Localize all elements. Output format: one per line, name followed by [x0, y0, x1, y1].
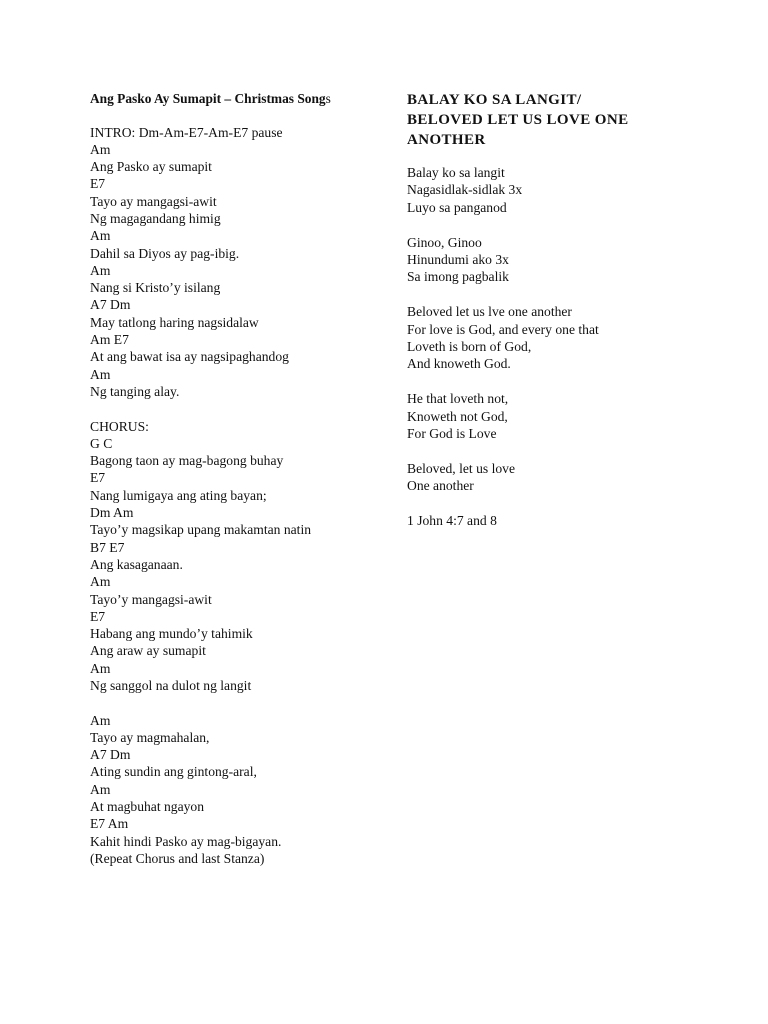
lyric-line: Am [90, 141, 111, 157]
right-song-title [407, 90, 707, 150]
lyric-line: Am [90, 574, 111, 590]
lyric-line: And knoweth God. [407, 356, 511, 372]
lyric-line: Ng magagandang himig [90, 210, 221, 226]
lyric-line: E7 [90, 176, 106, 192]
lyric-line: E7 [90, 608, 106, 624]
lyric-line: One another [407, 478, 474, 494]
lyric-line: Am [90, 228, 111, 244]
lyric-line: Am [90, 712, 111, 728]
lyric-line: Kahit hindi Pasko ay mag-bigayan. [90, 833, 282, 849]
lyric-line: At ang bawat isa ay nagsipaghandog [90, 349, 289, 365]
stanza [407, 512, 707, 529]
left-song-title-tail: s [325, 91, 331, 106]
lyric-line: Bagong taon ay mag-bagong buhay [90, 453, 284, 469]
lyric-line: Sa imong pagbalik [407, 269, 509, 285]
stanza [407, 460, 707, 495]
right-title-line: BALAY KO SA LANGIT/ [407, 92, 582, 108]
stanza [407, 234, 707, 286]
left-song-title [90, 90, 390, 108]
stanza-gap [407, 286, 707, 303]
lyric-line: For God is Love [407, 426, 497, 442]
stanza-gap [90, 694, 390, 711]
lyric-line: E7 Am [90, 816, 129, 832]
lyric-line: Balay ko sa langit [407, 165, 505, 180]
lyric-line: May tatlong haring nagsidalaw [90, 314, 259, 330]
lyric-line: Beloved let us lve one another [407, 304, 572, 320]
lyric-line: B7 E7 [90, 539, 125, 555]
stanza [407, 390, 707, 442]
lyric-line: Am E7 [90, 332, 129, 348]
lyric-line: Nang lumigaya ang ating bayan; [90, 487, 267, 503]
lyric-line: (Repeat Chorus and last Stanza) [90, 850, 265, 866]
lyric-line: A7 Dm [90, 747, 131, 763]
right-song-lyrics [407, 164, 707, 529]
stanza [90, 124, 390, 401]
stanza-gap [407, 442, 707, 459]
lyric-line: Am [90, 781, 111, 797]
lyric-line: Dm Am [90, 505, 134, 521]
lyric-line: E7 [90, 470, 106, 486]
right-title-line: ANOTHER [407, 132, 486, 148]
lyric-line: Tayo’y mangagsi-awit [90, 591, 212, 607]
lyric-line: INTRO: Dm-Am-E7-Am-E7 pause [90, 124, 283, 140]
lyric-line: Ang araw ay sumapit [90, 643, 206, 659]
left-song-lyrics [90, 124, 390, 868]
stanza [90, 712, 390, 868]
lyric-line: Knoweth not God, [407, 408, 508, 424]
lyric-line: A7 Dm [90, 297, 131, 313]
lyric-line: Am [90, 366, 111, 382]
lyric-line: 1 John 4:7 and 8 [407, 513, 497, 529]
lyric-line: Beloved, let us love [407, 460, 515, 476]
lyric-line: Am [90, 262, 111, 278]
lyric-line: Nang si Kristo’y isilang [90, 280, 221, 296]
right-title-line: BELOVED LET US LOVE ONE [407, 112, 629, 128]
lyric-line: Nagasidlak-sidlak 3x [407, 182, 523, 198]
lyric-line: Dahil sa Diyos ay pag-ibig. [90, 245, 240, 261]
lyric-line: Ginoo, Ginoo [407, 234, 482, 250]
lyric-line: Loveth is born of God, [407, 339, 532, 355]
lyric-line: Tayo ay mangagsi-awit [90, 193, 217, 209]
left-column-song [90, 90, 390, 867]
stanza-gap [407, 373, 707, 390]
stanza-gap [407, 495, 707, 512]
stanza [407, 164, 707, 216]
lyric-line: Tayo ay magmahalan, [90, 729, 210, 745]
lyric-line: CHORUS: [90, 418, 149, 434]
lyric-line: Luyo sa panganod [407, 199, 507, 215]
lyric-line: Habang ang mundo’y tahimik [90, 626, 253, 642]
stanza-gap [407, 216, 707, 233]
lyric-line: G C [90, 435, 113, 451]
left-song-title-text: Ang Pasko Ay Sumapit – Christmas Song [90, 91, 326, 106]
lyric-line: Ng tanging alay. [90, 383, 180, 399]
stanza [90, 418, 390, 695]
lyric-line: Ng sanggol na dulot ng langit [90, 678, 252, 693]
lyric-line: At magbuhat ngayon [90, 799, 205, 815]
lyric-line: Ang Pasko ay sumapit [90, 159, 212, 175]
stanza [407, 303, 707, 373]
lyric-line: For love is God, and every one that [407, 321, 599, 337]
lyric-line: Tayo’y magsikap upang makamtan natin [90, 522, 312, 538]
stanza-gap [90, 400, 390, 417]
lyric-line: Hinundumi ako 3x [407, 252, 509, 268]
right-column-song [407, 90, 707, 529]
lyric-line: He that loveth not, [407, 391, 509, 407]
lyric-line: Ang kasaganaan. [90, 556, 183, 572]
lyric-line: Ating sundin ang gintong-aral, [90, 764, 257, 780]
lyric-line: Am [90, 660, 111, 676]
